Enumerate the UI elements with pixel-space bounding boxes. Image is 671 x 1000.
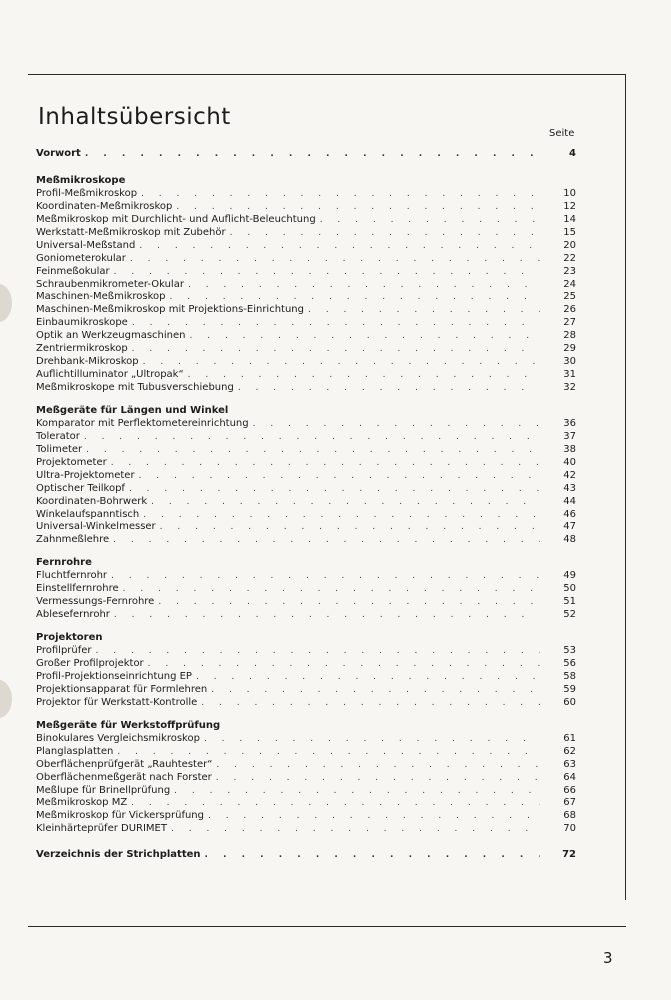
leader-dots	[123, 583, 540, 596]
toc-entry-page: 14	[563, 213, 576, 225]
leader-dots	[151, 496, 540, 509]
toc-entry-page: 29	[563, 343, 576, 355]
toc-entry	[36, 746, 576, 759]
leader-dots	[171, 823, 540, 836]
toc-entry-verzeichnis	[36, 849, 576, 862]
toc-entry	[36, 330, 576, 343]
frame-bottom-rule	[28, 926, 626, 927]
leader-dots	[143, 356, 540, 369]
toc-entry-page: 53	[563, 645, 576, 657]
toc-entry	[36, 431, 576, 444]
toc-entry	[36, 596, 576, 609]
toc-entry-page: 37	[563, 430, 576, 442]
toc-entry-label: Meßlupe für Brinellprüfung	[36, 784, 171, 796]
toc-entry	[36, 304, 576, 317]
toc-entry-page: 51	[563, 596, 576, 608]
leader-dots	[190, 330, 541, 343]
toc-entry-label: Fluchtfernrohr	[36, 570, 108, 582]
toc-entry-label: Oberflächenmeßgerät nach Forster	[36, 771, 212, 783]
toc-entry-page: 22	[563, 252, 576, 264]
leader-dots	[216, 759, 540, 772]
toc-entry-label: Binokulares Vergleichsmikroskop	[36, 732, 200, 744]
leader-dots	[196, 671, 540, 684]
toc-entry-page: 50	[563, 583, 576, 595]
toc-entry-vorwort	[36, 148, 576, 161]
toc-entry-page: 59	[563, 683, 576, 695]
toc-entry-label: Maschinen-Meßmikroskop	[36, 291, 166, 303]
toc-entry-page: 70	[563, 823, 576, 835]
leader-dots	[253, 418, 540, 431]
leader-dots	[132, 343, 540, 356]
leader-dots	[117, 746, 540, 759]
toc-entry-label: Planglasplatten	[36, 745, 114, 757]
toc-entry-label: Profil-Meßmikroskop	[36, 187, 138, 199]
leader-dots	[158, 596, 540, 609]
leader-dots	[201, 697, 540, 710]
frame-top-rule	[28, 74, 626, 75]
toc-entry-label: Werkstatt-Meßmikroskop mit Zubehör	[36, 226, 226, 238]
toc-entry	[36, 369, 576, 382]
toc-entry	[36, 583, 576, 596]
leader-dots	[174, 785, 540, 798]
toc-entry-page: 60	[563, 696, 576, 708]
toc-entry-label: Einstellfernrohre	[36, 583, 119, 595]
toc-entry	[36, 343, 576, 356]
leader-dots	[114, 609, 540, 622]
toc-entry-label: Drehbank-Mikroskop	[36, 356, 139, 368]
toc-entry	[36, 645, 576, 658]
toc-entry-page: 67	[563, 797, 576, 809]
toc-entry-page: 42	[563, 469, 576, 481]
toc-entry-page: 36	[563, 417, 576, 429]
toc-entry-label: Ultra-Projektometer	[36, 469, 135, 481]
section-heading: Meßgeräte für Werkstoffprüfung	[36, 719, 221, 731]
toc-entry-page: 20	[563, 239, 576, 251]
toc-entry-page: 48	[563, 534, 576, 546]
toc-entry	[36, 418, 576, 431]
toc-entry-page: 24	[563, 278, 576, 290]
leader-dots	[130, 253, 540, 266]
toc-entry-page: 30	[563, 356, 576, 368]
leader-dots	[111, 457, 540, 470]
toc-entry-page: 10	[563, 187, 576, 199]
leader-dots	[148, 658, 540, 671]
section-entries	[36, 418, 576, 547]
toc-entry-page: 4	[569, 148, 576, 159]
toc-entry	[36, 188, 576, 201]
toc-entry-page: 47	[563, 521, 576, 533]
toc-entry	[36, 483, 576, 496]
leader-dots	[238, 382, 540, 395]
toc-entry	[36, 759, 576, 772]
toc-entry	[36, 671, 576, 684]
toc-entry-label: Profil-Projektionseinrichtung EP	[36, 670, 192, 682]
toc-entry-page: 15	[563, 226, 576, 238]
toc-entry	[36, 570, 576, 583]
leader-dots	[114, 266, 540, 279]
toc-entry-label: Optik an Werkzeugmaschinen	[36, 330, 186, 342]
leader-dots	[216, 772, 540, 785]
leader-dots	[188, 369, 540, 382]
toc-entry-label: Komparator mit Perflektometereinrichtung	[36, 417, 249, 429]
toc-entry-page: 62	[563, 745, 576, 757]
leader-dots	[113, 534, 540, 547]
toc-entry-page: 26	[563, 304, 576, 316]
toc-entry-label: Zentriermikroskop	[36, 343, 128, 355]
toc-entry-page: 58	[563, 670, 576, 682]
toc-entry-page: 25	[563, 291, 576, 303]
toc-entry-label: Meßmikroskop MZ	[36, 797, 128, 809]
toc-entry-label: Kleinhärteprüfer DURIMET	[36, 823, 167, 835]
leader-dots	[308, 304, 540, 317]
toc-entry-page: 46	[563, 508, 576, 520]
page-number: 3	[603, 949, 613, 967]
frame-right-rule	[625, 74, 626, 900]
toc-entry-label: Tolerator	[36, 430, 80, 442]
toc-entry-label: Profilprüfer	[36, 645, 92, 657]
leader-dots	[208, 810, 540, 823]
leader-dots	[139, 470, 540, 483]
leader-dots	[160, 521, 540, 534]
toc-entry-page: 56	[563, 658, 576, 669]
toc-entry-label: Koordinaten-Meßmikroskop	[36, 200, 173, 212]
section-heading: Meßmikroskope	[36, 174, 126, 186]
section-entries	[36, 188, 576, 395]
toc-entry-page: 23	[563, 265, 576, 277]
toc-entry	[36, 684, 576, 697]
leader-dots	[188, 279, 540, 292]
toc-entry	[36, 317, 576, 330]
leader-dots	[84, 431, 540, 444]
leader-dots	[85, 148, 540, 161]
leader-dots	[143, 509, 540, 522]
toc-entry	[36, 470, 576, 483]
toc-entry-page: 61	[563, 732, 576, 744]
toc-entry-label: Meßmikroskop mit Durchlicht- und Auflicht-Beleuchtung	[36, 213, 316, 225]
toc-entry	[36, 227, 576, 240]
toc-entry	[36, 810, 576, 823]
section-entries	[36, 733, 576, 837]
toc-entry-label: Universal-Winkelmesser	[36, 521, 156, 533]
toc-entry	[36, 253, 576, 266]
toc-entry-page: 63	[563, 758, 576, 770]
leader-dots	[132, 317, 540, 330]
toc-entry-label: Auflichtilluminator „Ultropak“	[36, 369, 184, 381]
toc-entry-label: Meßmikroskop für Vickersprüfung	[36, 810, 204, 822]
leader-dots	[170, 291, 540, 304]
toc-entry-label: Tolimeter	[36, 443, 83, 455]
toc-entry-label: Projektor für Werkstatt-Kontrolle	[36, 696, 198, 708]
toc-entry	[36, 279, 576, 292]
toc-entry	[36, 291, 576, 304]
toc-entry	[36, 240, 576, 253]
leader-dots	[176, 201, 540, 214]
leader-dots	[111, 570, 540, 583]
toc-entry	[36, 266, 576, 279]
toc-entry	[36, 509, 576, 522]
toc-entry	[36, 658, 576, 671]
toc-entry-label: Koordinaten-Bohrwerk	[36, 495, 148, 507]
leader-dots	[96, 645, 540, 658]
toc-entry-label: Ablesefernrohr	[36, 609, 110, 621]
toc-entry-label: Zahnmeßlehre	[36, 534, 110, 546]
toc-entry	[36, 496, 576, 509]
toc-entry-page: 68	[563, 810, 576, 822]
table-of-contents	[36, 148, 576, 862]
toc-entry	[36, 214, 576, 227]
section-heading: Meßgeräte für Längen und Winkel	[36, 404, 229, 416]
toc-entry-label: Goniometerokular	[36, 252, 126, 264]
leader-dots	[86, 444, 540, 457]
leader-dots	[141, 188, 540, 201]
leader-dots	[230, 227, 540, 240]
section-heading: Projektoren	[36, 632, 103, 644]
toc-entry	[36, 609, 576, 622]
leader-dots	[131, 797, 540, 810]
leader-dots	[204, 733, 540, 746]
leader-dots	[320, 214, 540, 227]
leader-dots	[205, 849, 540, 862]
toc-entry	[36, 772, 576, 785]
toc-entry	[36, 457, 576, 470]
toc-entry-page: 40	[563, 456, 576, 468]
toc-entry	[36, 534, 576, 547]
toc-entry-page: 44	[563, 495, 576, 507]
toc-entry-page: 72	[562, 849, 576, 861]
toc-entry-page: 12	[563, 200, 576, 212]
page-title: Inhaltsübersicht	[38, 104, 231, 130]
toc-entry-label: Projektionsapparat für Formlehren	[36, 683, 208, 695]
leader-dots	[129, 483, 540, 496]
toc-entry-page: 31	[563, 369, 576, 381]
toc-entry-label: Optischer Teilkopf	[36, 482, 125, 494]
toc-entry-page: 38	[563, 443, 576, 455]
toc-entry-page: 64	[563, 771, 576, 783]
toc-entry-label: Verzeichnis der Strichplatten	[36, 849, 201, 861]
toc-entry-label: Feinmeßokular	[36, 265, 110, 277]
section-entries	[36, 570, 576, 622]
toc-entry-page: 49	[563, 570, 576, 582]
toc-entry-label: Vermessungs-Fernrohre	[36, 596, 155, 608]
toc-entry-label: Großer Profilprojektor	[36, 658, 144, 669]
toc-entry-label: Winkelaufspanntisch	[36, 508, 140, 520]
toc-entry	[36, 733, 576, 746]
toc-entry-page: 43	[563, 482, 576, 494]
section-entries	[36, 645, 576, 710]
toc-entry-page: 66	[563, 784, 576, 796]
toc-entry-label: Vorwort	[36, 148, 81, 159]
binder-hole-bottom	[0, 680, 12, 718]
toc-entry-label: Einbaumikroskope	[36, 317, 128, 329]
toc-entry	[36, 356, 576, 369]
toc-entry	[36, 444, 576, 457]
toc-entry-page: 52	[563, 609, 576, 621]
toc-entry-label: Oberflächenprüfgerät „Rauhtester“	[36, 758, 213, 770]
toc-entry-label: Universal-Meßstand	[36, 239, 136, 251]
toc-entry-label: Meßmikroskope mit Tubusverschiebung	[36, 382, 234, 393]
leader-dots	[139, 240, 540, 253]
toc-entry-label: Maschinen-Meßmikroskop mit Projektions-Einrichtung	[36, 304, 304, 316]
toc-entry	[36, 785, 576, 798]
binder-hole-top	[0, 284, 12, 322]
toc-entry-label: Schraubenmikrometer-Okular	[36, 278, 184, 290]
toc-entry	[36, 521, 576, 534]
toc-entry-label: Projektometer	[36, 456, 107, 468]
section-heading: Fernrohre	[36, 557, 92, 569]
toc-entry	[36, 823, 576, 836]
toc-entry	[36, 382, 576, 395]
toc-entry	[36, 797, 576, 810]
page-column-header: Seite	[549, 128, 575, 139]
toc-entry-page: 32	[563, 382, 576, 393]
leader-dots	[211, 684, 540, 697]
toc-entry-page: 27	[563, 317, 576, 329]
toc-entry-page: 28	[563, 330, 576, 342]
toc-entry	[36, 697, 576, 710]
toc-entry	[36, 201, 576, 214]
